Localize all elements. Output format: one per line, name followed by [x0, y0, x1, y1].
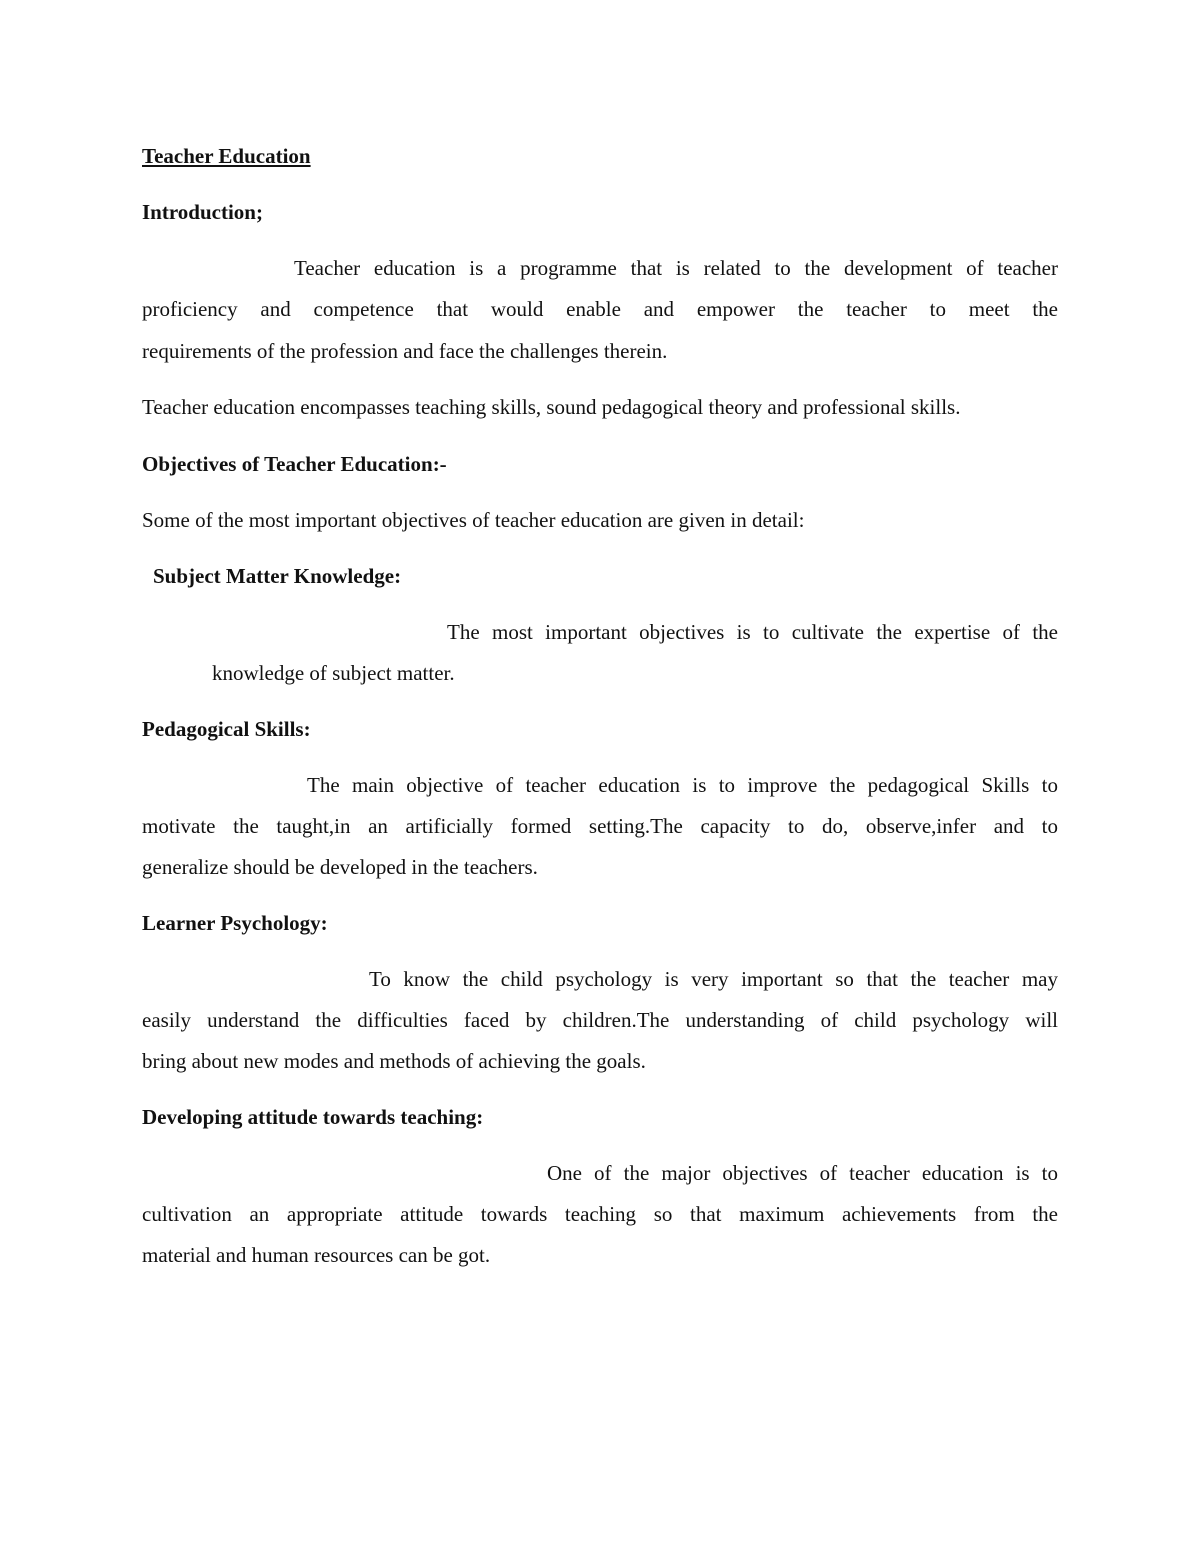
learner-psychology-heading: Learner Psychology:: [142, 911, 328, 935]
learner-psychology-line2: easily understand the difficulties faced by children.The understanding of child psychology will: [142, 1008, 1058, 1032]
document-title: Teacher Education: [142, 144, 311, 168]
subject-matter-heading: Subject Matter Knowledge:: [153, 564, 402, 588]
attitude-line3: material and human resources can be got.: [142, 1243, 491, 1267]
attitude-line1: One of the major objectives of teacher education is to: [547, 1161, 1058, 1185]
pedagogical-line1: The main objective of teacher education is to improve the pedagogical Skills to: [307, 773, 1058, 797]
pedagogical-line3: generalize should be developed in the teachers.: [142, 855, 538, 879]
learner-psychology-line3: bring about new modes and methods of achieving the goals.: [142, 1049, 646, 1073]
intro-para1-line3: requirements of the profession and face the challenges therein.: [142, 339, 668, 363]
attitude-heading: Developing attitude towards teaching:: [142, 1105, 484, 1129]
learner-psychology-line1: To know the child psychology is very important so that the teacher may: [369, 967, 1058, 991]
intro-para1-line2: proficiency and competence that would enable and empower the teacher to meet the: [142, 297, 1058, 321]
pedagogical-heading: Pedagogical Skills:: [142, 717, 311, 741]
intro-para1-line1: Teacher education is a programme that is related to the development of teacher: [294, 256, 1058, 280]
subject-matter-line2: knowledge of subject matter.: [212, 661, 455, 685]
intro-para2: Teacher education encompasses teaching skills, sound pedagogical theory and professional skills.: [142, 395, 961, 419]
introduction-heading: Introduction;: [142, 200, 263, 224]
objectives-intro: Some of the most important objectives of teacher education are given in detail:: [142, 508, 805, 532]
objectives-heading: Objectives of Teacher Education:-: [142, 452, 447, 476]
subject-matter-line1: The most important objectives is to cultivate the expertise of the: [447, 620, 1058, 644]
pedagogical-line2: motivate the taught,in an artificially formed setting.The capacity to do, observe,infer and to: [142, 814, 1058, 838]
attitude-line2: cultivation an appropriate attitude towards teaching so that maximum achievements from the: [142, 1202, 1058, 1226]
